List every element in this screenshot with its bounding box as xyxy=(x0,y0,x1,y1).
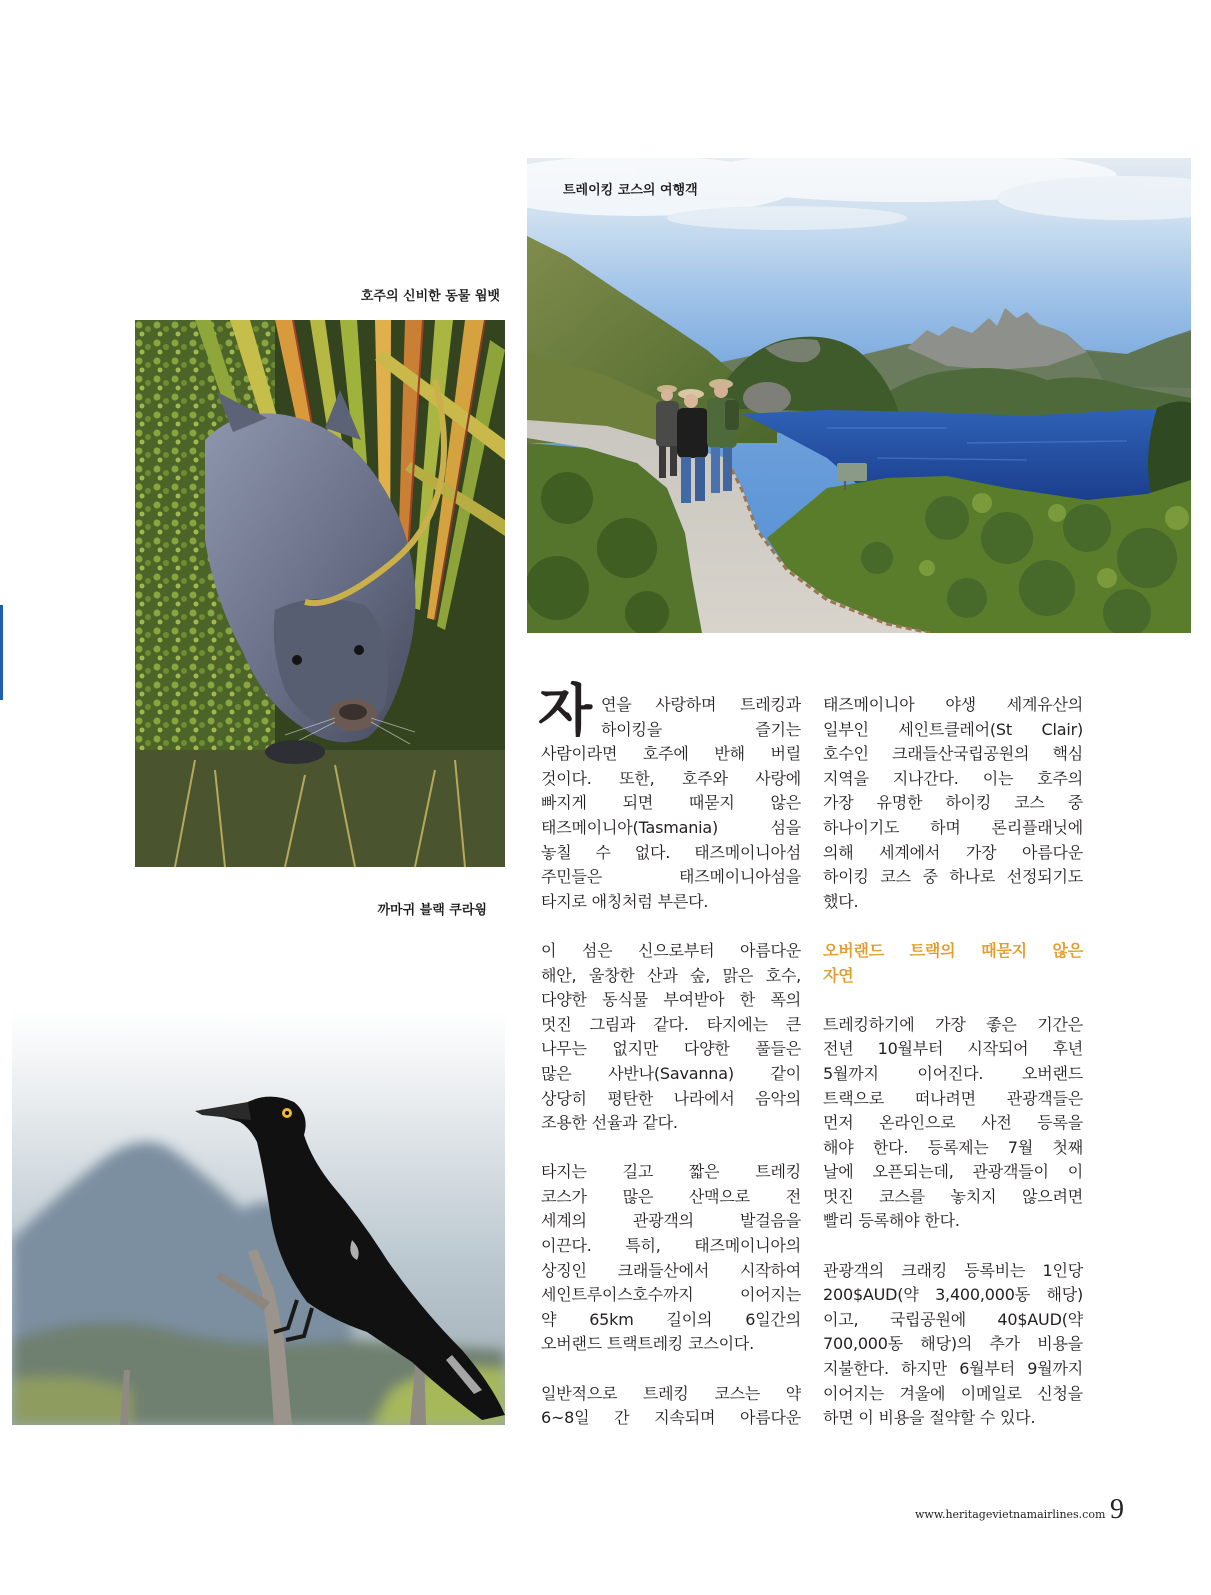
article-line: 주민들은 태즈메이니아섬을 xyxy=(541,867,801,887)
article-line: 상당히 평탄한 나라에서 음악의 xyxy=(541,1088,801,1108)
page-number: 9 xyxy=(1110,1494,1124,1525)
section-heading xyxy=(823,939,1083,988)
article-line: 먼저 온라인으로 사전 등록을 xyxy=(823,1113,1083,1133)
wombat-eye-right xyxy=(354,645,364,655)
article-line: 놓칠 수 없다. 태즈메이니아섬 xyxy=(541,842,801,862)
article-line: 하면 이 비용을 절약할 수 있다. xyxy=(823,1408,1036,1428)
article-line: 의해 세계에서 가장 아름다운 xyxy=(823,842,1083,862)
article-line: 나무는 없지만 다양한 풀들은 xyxy=(541,1039,801,1059)
article-line: 지불한다. 하지만 6월부터 9월까지 xyxy=(823,1359,1083,1379)
article-line: 이끈다. 특히, 태즈메이니아의 xyxy=(541,1236,801,1256)
article-paragraph xyxy=(541,693,801,914)
article-line: 전년 10월부터 시작되어 후년 xyxy=(823,1039,1083,1059)
article-line: 일부인 세인트클레어(St Clair) xyxy=(823,719,1083,739)
page-edge-marker xyxy=(0,605,3,700)
article-line: 200$AUD(약 3,400,000동 해당) xyxy=(823,1285,1083,1305)
footer-url: www.heritagevietnamairlines.com xyxy=(915,1508,1106,1521)
article-line: 해안, 울창한 산과 숲, 맑은 호수, xyxy=(541,965,801,985)
article-line: 지역을 지나간다. 이는 호주의 xyxy=(823,768,1083,788)
ground xyxy=(135,750,505,867)
article-paragraph xyxy=(823,1259,1083,1431)
article-line: 이어지는 겨울에 이메일로 신청을 xyxy=(823,1383,1083,1403)
article-line: 일반적으로 트레킹 코스는 약 xyxy=(541,1383,801,1403)
article-line: 태즈메이니아 야생 세계유산의 xyxy=(823,695,1083,714)
article-line: 코스가 많은 산맥으로 전 xyxy=(541,1186,801,1206)
trekking-photo-caption: 트레이킹 코스의 여행객 xyxy=(563,183,698,198)
article-line: 상징인 크래들산에서 시작하여 xyxy=(541,1260,801,1280)
currawong-photo-image xyxy=(12,1010,505,1425)
article-column-1 xyxy=(541,693,801,1455)
article-line: 사람이라면 호주에 반해 버릴 xyxy=(541,744,801,764)
wombat-photo-image xyxy=(135,320,505,867)
article-line: 해야 한다. 등록제는 7월 첫째 xyxy=(823,1137,1083,1157)
article-line: 했다. xyxy=(823,891,859,911)
article-paragraph xyxy=(541,939,801,1136)
article-line: 오버랜드 트랙트레킹 코스이다. xyxy=(541,1334,754,1354)
article-line: 멋진 코스를 놓치지 않으려면 xyxy=(823,1186,1083,1206)
wombat-photo-caption: 호주의 신비한 동물 웜뱃 xyxy=(360,289,500,304)
article-line: 다양한 동식물 부여받아 한 폭의 xyxy=(541,990,801,1010)
article-line: 700,000동 해당)의 추가 비용을 xyxy=(823,1334,1083,1354)
article-line: 세계의 관광객의 발걸음을 xyxy=(541,1211,801,1231)
article-column-2 xyxy=(823,693,1083,1455)
article-line: 트레킹하기에 가장 좋은 기간은 xyxy=(823,1014,1083,1034)
article-line: 하나이기도 하며 론리플래닛에 xyxy=(823,817,1083,837)
article-line: 6~8일 간 지속되며 아름다운 xyxy=(541,1408,801,1428)
wombat-eye-left xyxy=(292,655,302,665)
article-line: 이 섬은 신으로부터 아름다운 xyxy=(541,940,801,960)
article-line: 가장 유명한 하이킹 코스 중 xyxy=(823,793,1083,813)
article-line: 세인트루이스호수까지 이어지는 xyxy=(541,1285,801,1305)
article-line: 날에 오픈되는데, 관광객들이 이 xyxy=(823,1162,1083,1182)
article-line: 빨리 등록해야 한다. xyxy=(823,1211,960,1231)
article-line: 태즈메이니아(Tasmania) 섬을 xyxy=(541,817,801,837)
currawong-photo xyxy=(12,1010,505,1425)
article-line: 멋진 그림과 같다. 타지에는 큰 xyxy=(541,1014,801,1034)
article-line: 5월까지 이어진다. 오버랜드 xyxy=(823,1063,1083,1083)
article-paragraph xyxy=(823,1013,1083,1234)
section-heading-line: 자연 xyxy=(823,965,854,985)
article-line: 것이다. 또한, 호주와 사랑에 xyxy=(541,768,801,788)
drop-cap: 자 xyxy=(538,679,593,744)
rock-outcrop xyxy=(743,382,791,414)
article-line: 하이킹을 즐기는 xyxy=(601,719,801,739)
article-line: 트랙으로 떠나려면 관광객들은 xyxy=(823,1088,1083,1108)
article-line: 조용한 선율과 같다. xyxy=(541,1113,678,1133)
article-line: 하이킹 코스 중 하나로 선정되기도 xyxy=(823,867,1083,887)
trekking-photo-image xyxy=(527,158,1191,633)
article-line: 이고, 국립공원에 40$AUD(약 xyxy=(823,1309,1083,1329)
article-paragraph xyxy=(823,693,1083,914)
article-line: 관광객의 크래킹 등록비는 1인당 xyxy=(823,1260,1083,1280)
article-line: 많은 사반나(Savanna) 같이 xyxy=(541,1063,801,1083)
wombat-photo xyxy=(135,320,505,867)
article-line: 타지로 애칭처럼 부른다. xyxy=(541,891,709,911)
currawong-photo-caption: 까마귀 블랙 쿠라웡 xyxy=(377,903,487,918)
article-line: 호수인 크래들산국립공원의 핵심 xyxy=(823,744,1083,764)
article-paragraph xyxy=(541,1160,801,1357)
article-paragraph xyxy=(541,1382,801,1431)
article-line: 연을 사랑하며 트레킹과 xyxy=(601,695,801,714)
trekking-photo xyxy=(527,158,1191,633)
article-line: 약 65km 길이의 6일간의 xyxy=(541,1309,801,1329)
article-line: 타지는 길고 짧은 트레킹 xyxy=(541,1162,801,1182)
section-heading-line: 오버랜드 트랙의 때묻지 않은 xyxy=(823,940,1083,960)
article-line: 빠지게 되면 때묻지 않은 xyxy=(541,793,801,813)
trail-sign xyxy=(837,463,867,481)
